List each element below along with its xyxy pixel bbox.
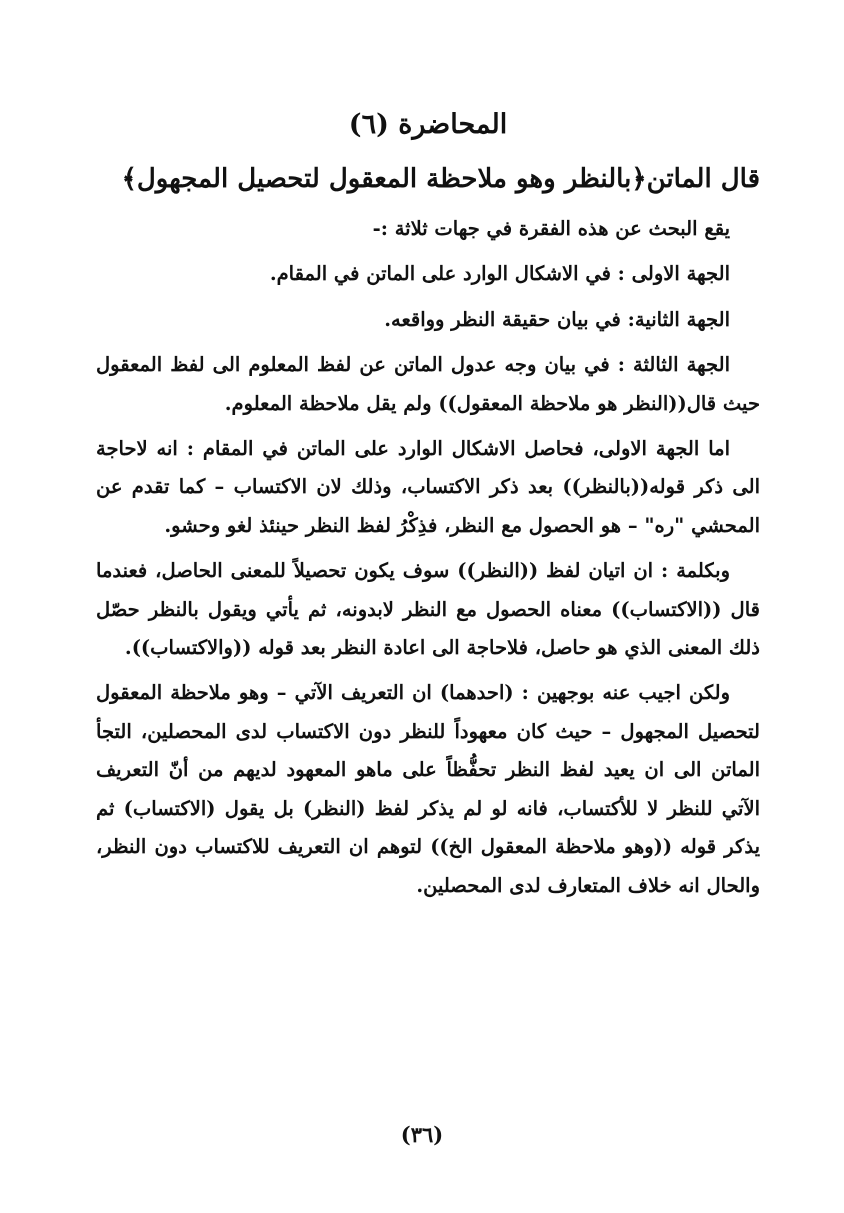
paragraph-aspect-one: الجهة الاولى : في الاشكال الوارد على الماتن في المقام. <box>269 262 730 286</box>
paragraph-in-other-words: وبكلمة : ان اتيان لفظ ((النظر)) سوف يكون تحصيلاً للمعنى الحاصل، فعندما قال ((الاكتساب)) معناه الحصول مع النظر لابدونه، ثم يأتي ويقول بالنظر حصّل ذلك المعنى الذي هو حاصل، فلاحاجة الى اعادة النظر بعد قوله ((والاكتساب)). <box>96 559 760 660</box>
document-page <box>96 100 760 912</box>
matn-quote-heading: قال الماتن﴿بالنظر وهو ملاحظة المعقول لتحصيل المجهول﴾ <box>121 164 760 194</box>
paragraph-aspect-two: الجهة الثانية: في بيان حقيقة النظر وواقعه. <box>384 307 730 331</box>
paragraph-first-objection: اما الجهة الاولى، فحاصل الاشكال الوارد على الماتن في المقام : انه لاحاجة الى ذكر قوله((بالنظر)) بعد ذكر الاكتساب، وذلك لان الاكتساب – كما تقدم عن المحشي "ره" – هو الحصول مع النظر، فذِكْرُ لفظ النظر حينئذ لغو وحشو. <box>96 437 760 537</box>
lecture-title: المحاضرة (٦) <box>348 109 508 140</box>
paragraph-aspect-three: الجهة الثالثة : في بيان وجه عدول الماتن عن لفظ المعلوم الى لفظ المعقول حيث قال((النظر هو ملاحظة المعقول)) ولم يقل ملاحظة المعلوم. <box>96 353 760 415</box>
paragraph-first-answer: ولكن اجيب عنه بوجهين : (احدهما) ان التعريف الآتي – وهو ملاحظة المعقول لتحصيل المجهول – حيث كان معهوداً للنظر دون الاكتساب لدى المحصلين، التجأ الماتن الى ان يعيد لفظ النظر تحفُّظاً على ماهو المعهود لديهم من أنّ التعريف الآتي للنظر لا للأكتساب، فانه لو لم يذكر لفظ (النظر) بل يقول (الاكتساب) ثم يذكر قوله ((وهو ملاحظة المعقول الخ)) لتوهم ان التعريف للاكتساب دون النظر، والحال انه خلاف المتعارف لدى المحصلين. <box>96 681 760 897</box>
paragraph-intro: يقع البحث عن هذه الفقرة في جهات ثلاثة :- <box>372 217 730 240</box>
page-number: (٣٦) <box>400 1122 444 1147</box>
